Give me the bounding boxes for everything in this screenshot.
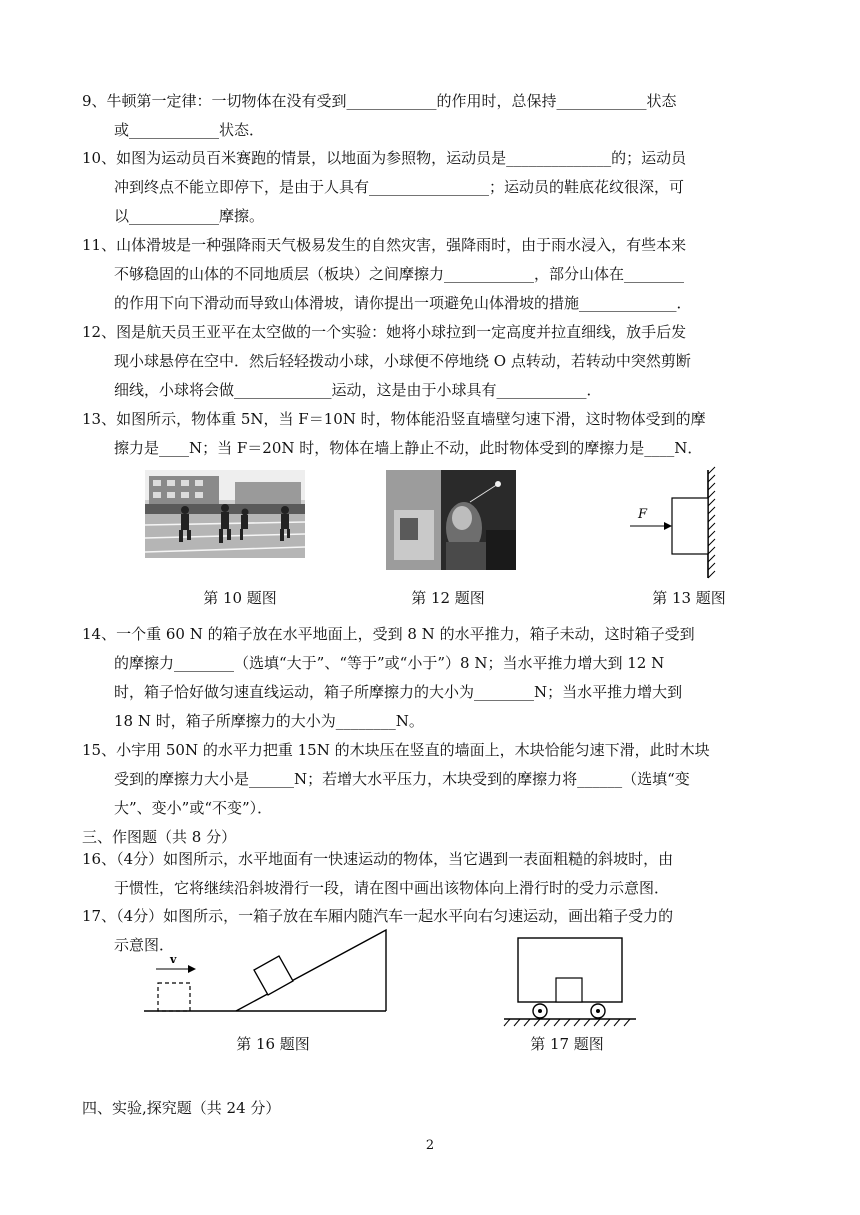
figure-12-caption: 第 12 题图: [411, 589, 485, 607]
figure-10-photo: [145, 470, 305, 558]
figure-16-velocity-label: v: [170, 953, 177, 966]
question-11-line-3: 的作用下向下滑动而导致山体滑坡，请你提出一项避免山体滑坡的措施_____________．: [114, 294, 692, 312]
question-11-line-2: 不够稳固的山体的不同地质层（板块）之间摩擦力____________，部分山体在________: [114, 265, 685, 283]
page-number: 2: [425, 1138, 435, 1153]
question-10: [82, 144, 782, 231]
question-9: [82, 87, 782, 145]
question-17-line-2: 示意图．: [114, 936, 175, 954]
question-14-line-2: 的摩擦力________（选填“大于”、“等于”或“小于”）8 N；当水平推力增大到 12 N: [114, 654, 665, 672]
figure-10-caption: 第 10 题图: [203, 589, 277, 607]
section-3-heading: 三、作图题（共 8 分）: [82, 828, 237, 846]
figure-13-force-label: F: [638, 507, 648, 522]
question-14-line-1: 14、一个重 60 N 的箱子放在水平地面上，受到 8 N 的水平推力，箱子未动，这时箱子受到: [82, 625, 695, 643]
question-16-line-2: 于惯性，它将继续沿斜坡滑行一段，请在图中画出该物体向上滑行时的受力示意图．: [114, 879, 670, 897]
question-9-line-2: 或____________状态．: [114, 121, 265, 139]
question-10-line-2: 冲到终点不能立即停下，是由于人具有________________；运动员的鞋底花纹很深，可: [114, 178, 685, 196]
question-15: [82, 736, 782, 823]
question-12-line-3: 细线，小球将会做_____________运动，这是由于小球具有____________．: [114, 381, 602, 399]
question-15-line-2: 受到的摩擦力大小是______N；若增大水平压力，木块受到的摩擦力将______（选填“变: [114, 770, 690, 788]
question-12-line-1: 12、图是航天员王亚平在太空做的一个实验：她将小球拉到一定高度并拉直细线，放手后发: [82, 323, 687, 341]
question-15-line-1: 15、小宇用 50N 的水平力把重 15N 的木块压在竖直的墙面上，木块恰能匀速下滑，此时木块: [82, 741, 710, 759]
question-10-line-1: 10、如图为运动员百米赛跑的情景，以地面为参照物，运动员是______________的；运动员: [82, 149, 687, 167]
figure-12-photo: [386, 470, 516, 570]
question-16: [82, 845, 782, 903]
question-11-line-1: 11、山体滑坡是一种强降雨天气极易发生的自然灾害，强降雨时，由于雨水浸入，有些本来: [82, 236, 687, 254]
section-4-heading: 四、实验,探究题（共 24 分）: [82, 1099, 281, 1117]
question-17-line-1: 17、（4分）如图所示，一箱子放在车厢内随汽车一起水平向右匀速运动，画出箱子受力的: [82, 907, 674, 925]
question-9-line-1: 9、牛顿第一定律：一切物体在没有受到____________的作用时，总保持____________状态: [82, 92, 677, 110]
question-10-line-3: 以____________摩擦。: [114, 207, 265, 225]
question-14: [82, 620, 782, 736]
question-13-line-1: 13、如图所示，物体重 5N，当 F＝10N 时，物体能沿竖直墙壁匀速下滑，这时物体受到的摩: [82, 410, 706, 428]
figure-17-caption: 第 17 题图: [530, 1035, 604, 1053]
figure-13-caption: 第 13 题图: [652, 589, 726, 607]
question-12: [82, 318, 782, 405]
figure-16-diagram: [140, 918, 390, 1018]
question-11: [82, 231, 782, 318]
question-13-line-2: 擦力是____N；当 F＝20N 时，物体在墙上静止不动，此时物体受到的摩擦力是____N．: [114, 439, 703, 457]
question-13: [82, 405, 782, 463]
question-14-line-3: 时，箱子恰好做匀速直线运动，箱子所摩擦力的大小为________N；当水平推力增大到: [114, 683, 683, 701]
question-14-line-4: 18 N 时，箱子所摩擦力的大小为________N。: [114, 712, 424, 730]
question-16-line-1: 16、（4分）如图所示，水平地面有一快速运动的物体，当它遇到一表面粗糙的斜坡时，由: [82, 850, 674, 868]
figure-13-diagram: [628, 466, 728, 581]
question-15-line-3: 大”、变小”或“不变”）．: [114, 799, 273, 817]
figure-17-diagram: [500, 936, 640, 1028]
figure-16-caption: 第 16 题图: [236, 1035, 310, 1053]
question-12-line-2: 现小球悬停在空中．然后轻轻拨动小球，小球便不停地绕 O 点转动，若转动中突然剪断: [114, 352, 691, 370]
